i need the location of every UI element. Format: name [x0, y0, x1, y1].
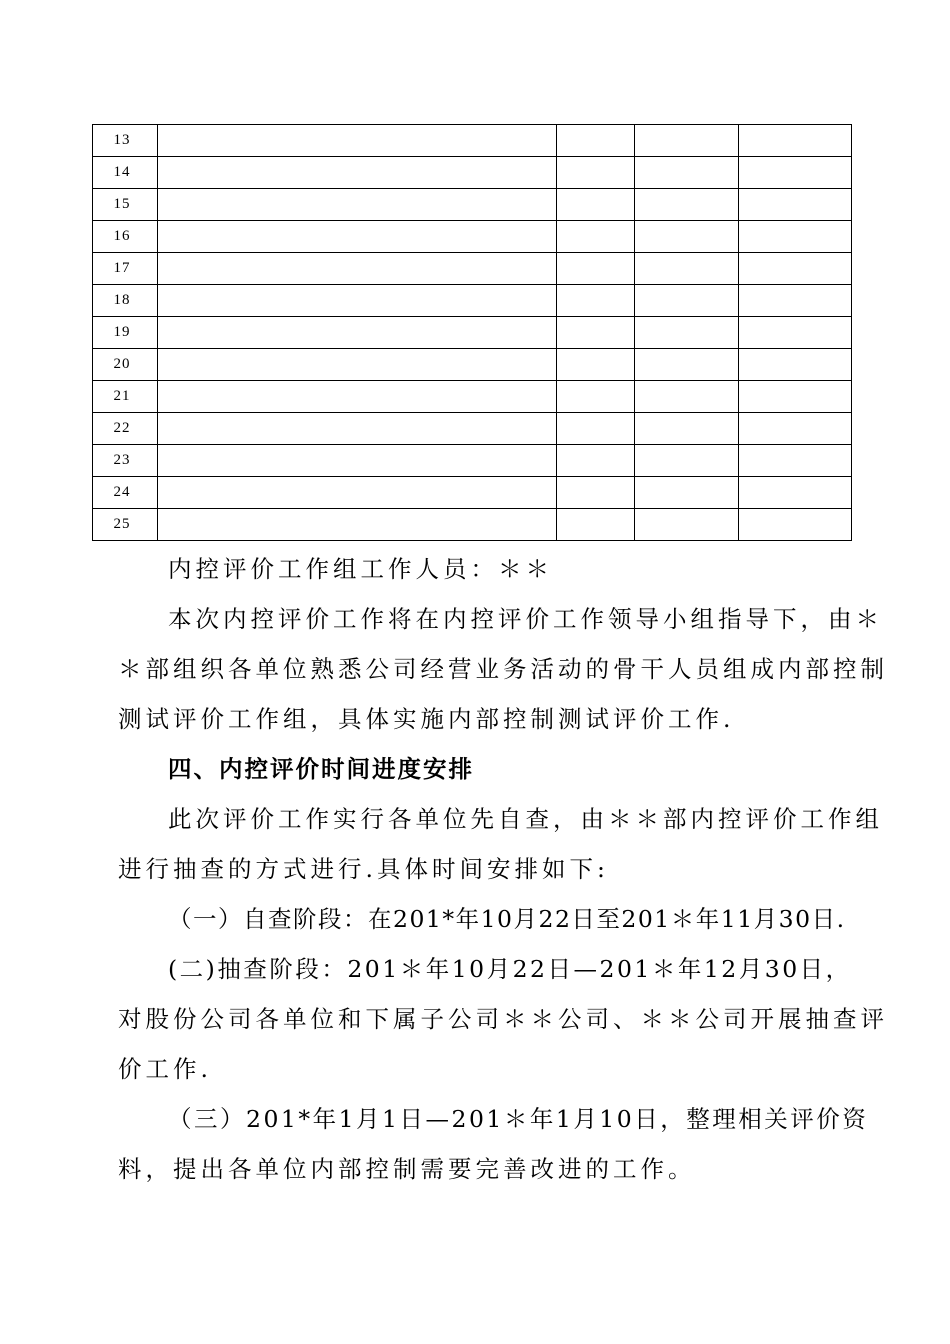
table-row	[93, 221, 852, 253]
table-row	[93, 381, 852, 413]
table-cell	[739, 445, 852, 477]
table-cell	[557, 413, 635, 445]
table-cell	[635, 349, 739, 381]
row-number-cell: 21	[93, 381, 158, 413]
table-cell	[635, 285, 739, 317]
table-cell	[158, 285, 557, 317]
table-cell	[635, 189, 739, 221]
paragraph-2-line-2: 进行抽查的方式进行.具体时间安排如下:	[118, 855, 609, 883]
schedule-item-2-line-2: 对股份公司各单位和下属子公司＊＊公司、＊＊公司开展抽查评	[118, 1005, 888, 1033]
row-number-cell: 16	[93, 221, 158, 253]
table-cell	[739, 221, 852, 253]
table-cell	[557, 189, 635, 221]
schedule-item-3-line-2: 料，提出各单位内部控制需要完善改进的工作。	[118, 1155, 696, 1183]
table-row	[93, 125, 852, 157]
table-cell	[557, 477, 635, 509]
table-row	[93, 477, 852, 509]
table-row	[93, 509, 852, 541]
table-cell	[158, 317, 557, 349]
table-cell	[739, 157, 852, 189]
schedule-item-3-line-1: （三）201*年1月1日—201＊年1月10日，整理相关评价资	[168, 1105, 869, 1133]
table-cell	[739, 317, 852, 349]
table-cell	[739, 477, 852, 509]
table-cell	[739, 349, 852, 381]
table-row	[93, 157, 852, 189]
table-cell	[557, 125, 635, 157]
table-cell	[557, 285, 635, 317]
table-cell	[635, 253, 739, 285]
table-cell	[158, 157, 557, 189]
table-cell	[158, 381, 557, 413]
table-row	[93, 189, 852, 221]
paragraph-1-line-1: 本次内控评价工作将在内控评价工作领导小组指导下，由＊	[168, 605, 883, 633]
table-cell	[158, 253, 557, 285]
table-row	[93, 349, 852, 381]
table-cell	[557, 317, 635, 349]
row-number-cell: 23	[93, 445, 158, 477]
section-heading: 四、内控评价时间进度安排	[168, 755, 474, 783]
table-cell	[739, 253, 852, 285]
table-cell	[739, 285, 852, 317]
table-cell	[557, 157, 635, 189]
row-number-cell: 17	[93, 253, 158, 285]
paragraph-1-line-2: ＊部组织各单位熟悉公司经营业务活动的骨干人员组成内部控制	[118, 655, 888, 683]
table-cell	[635, 381, 739, 413]
row-number-cell: 13	[93, 125, 158, 157]
table-cell	[158, 413, 557, 445]
table-cell	[635, 221, 739, 253]
table-cell	[635, 413, 739, 445]
paragraph-1-line-3: 测试评价工作组，具体实施内部控制测试评价工作.	[118, 705, 735, 733]
table-cell	[158, 477, 557, 509]
table-cell	[557, 253, 635, 285]
table-cell	[557, 381, 635, 413]
table-cell	[158, 349, 557, 381]
table-row	[93, 445, 852, 477]
table-row	[93, 317, 852, 349]
schedule-item-2-line-1: (二)抽查阶段：201＊年10月22日—201＊年12月30日，	[168, 955, 852, 983]
paragraph-2-line-1: 此次评价工作实行各单位先自查，由＊＊部内控评价工作组	[168, 805, 883, 833]
row-number-cell: 15	[93, 189, 158, 221]
table-cell	[739, 413, 852, 445]
table-row	[93, 413, 852, 445]
table-cell	[635, 317, 739, 349]
table-cell	[557, 509, 635, 541]
schedule-item-2-line-3: 价工作.	[118, 1055, 212, 1083]
row-number-cell: 14	[93, 157, 158, 189]
table-row	[93, 285, 852, 317]
table-cell	[635, 125, 739, 157]
table-cell	[158, 509, 557, 541]
staff-table	[92, 124, 852, 541]
row-number-cell: 24	[93, 477, 158, 509]
table-cell	[158, 125, 557, 157]
table-cell	[557, 349, 635, 381]
table-cell	[557, 445, 635, 477]
table-cell	[635, 509, 739, 541]
table-cell	[635, 157, 739, 189]
table-cell	[739, 125, 852, 157]
table-cell	[158, 221, 557, 253]
table-cell	[158, 189, 557, 221]
row-number-cell: 25	[93, 509, 158, 541]
table-cell	[739, 381, 852, 413]
row-number-cell: 19	[93, 317, 158, 349]
schedule-item-1: （一）自查阶段：在201*年10月22日至201＊年11月30日.	[168, 905, 846, 933]
row-number-cell: 18	[93, 285, 158, 317]
table-cell	[635, 445, 739, 477]
table-cell	[557, 221, 635, 253]
row-number-cell: 22	[93, 413, 158, 445]
table-cell	[635, 477, 739, 509]
table-cell	[739, 189, 852, 221]
table-cell	[158, 445, 557, 477]
table-row	[93, 253, 852, 285]
row-number-cell: 20	[93, 349, 158, 381]
staff-line: 内控评价工作组工作人员：＊＊	[168, 555, 553, 583]
table-cell	[739, 509, 852, 541]
